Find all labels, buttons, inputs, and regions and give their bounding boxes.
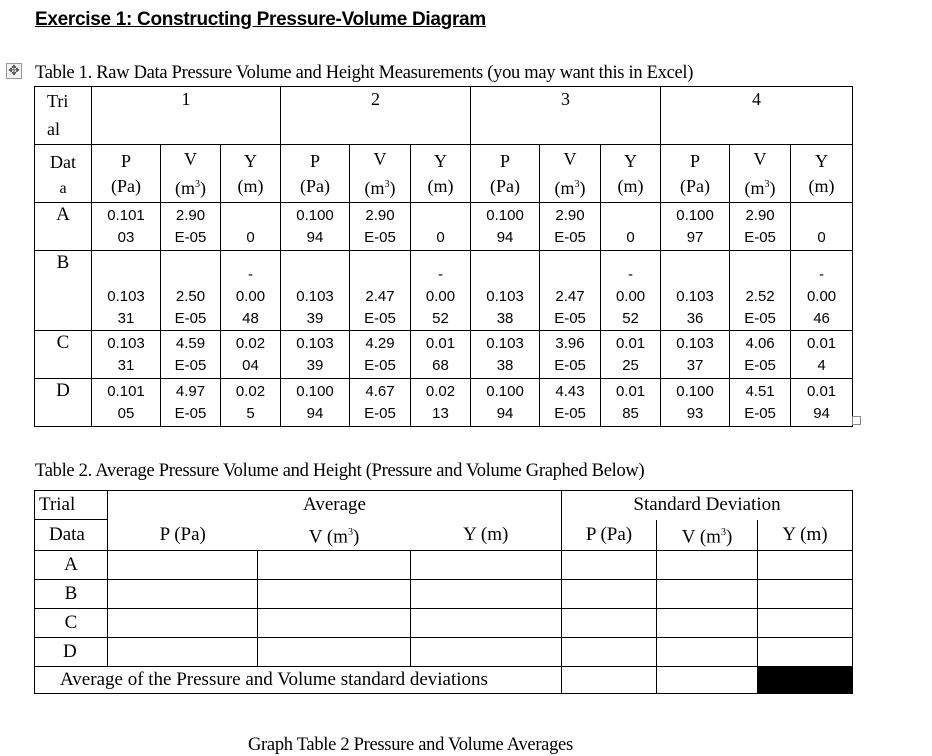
input-cell[interactable] [657, 550, 758, 579]
row-label-d: D [35, 637, 108, 666]
data-cell: 4.97 E-05 [161, 379, 221, 427]
col-header-v-trial-2: V $(m^3)$ [350, 145, 411, 203]
data-row-c [35, 331, 853, 379]
table-move-handle-icon[interactable]: ✥ [6, 63, 22, 79]
table2-header-row-2 [35, 520, 853, 551]
data-cell: 0.100 94 [281, 203, 350, 251]
data-cell: 2.90 E-05 [730, 203, 791, 251]
col-header-v-trial-3: V $(m^3)$ [540, 145, 601, 203]
trial-label: Trial [35, 491, 108, 520]
data-cell: 2.90 E-05 [350, 203, 411, 251]
input-cell[interactable] [657, 637, 758, 666]
data-cell: 0.01 94 [791, 379, 853, 427]
col-header-p-trial-4: P (Pa) [661, 145, 730, 203]
input-cell[interactable] [411, 608, 562, 637]
data-cell: - 0.00 52 [411, 251, 471, 331]
table2-row-b [35, 579, 853, 608]
input-cell[interactable] [562, 579, 657, 608]
std-v-header: V $(m^3)$ [657, 520, 758, 551]
data-cell: 3.96 E-05 [540, 331, 601, 379]
data-cell: 2.47 E-05 [350, 251, 411, 331]
graph-title: Graph Table 2 Pressure and Volume Averages [248, 735, 573, 755]
input-cell[interactable] [562, 608, 657, 637]
data-cell: 0.100 94 [471, 203, 540, 251]
column-header-row [35, 145, 853, 203]
data-cell: 0.103 38 [471, 331, 540, 379]
data-cell: 0.01 25 [601, 331, 661, 379]
data-cell: 4.06 E-05 [730, 331, 791, 379]
data-cell: 2.52 E-05 [730, 251, 791, 331]
std-y-header: Y (m) [758, 520, 853, 551]
row-label: B [35, 251, 92, 331]
data-cell: - 0.00 48 [221, 251, 281, 331]
data-cell: 4.29 E-05 [350, 331, 411, 379]
data-label-cell [35, 145, 92, 203]
data-cell: 0.101 03 [92, 203, 161, 251]
data-cell: 0.02 04 [221, 331, 281, 379]
row-label: A [35, 203, 92, 251]
col-header-p-trial-1: P (Pa) [92, 145, 161, 203]
exercise-title: Exercise 1: Constructing Pressure-Volume Diagram [35, 9, 486, 30]
average-table [34, 490, 853, 694]
data-cell: 0.02 13 [411, 379, 471, 427]
data-cell: 0.01 4 [791, 331, 853, 379]
input-cell[interactable] [758, 637, 853, 666]
data-cell: 0.100 93 [661, 379, 730, 427]
input-cell[interactable] [758, 550, 853, 579]
data-row-b [35, 251, 853, 331]
trial-header-row [35, 87, 853, 145]
input-cell[interactable] [562, 637, 657, 666]
avg-v-header: V $(m^3)$ [258, 520, 411, 551]
data-cell: 0.100 97 [661, 203, 730, 251]
data-cell: - 0.00 46 [791, 251, 853, 331]
input-cell[interactable] [258, 608, 411, 637]
input-cell[interactable] [657, 579, 758, 608]
table2-row-c [35, 608, 853, 637]
input-cell[interactable] [258, 550, 411, 579]
std-header: Standard Deviation [562, 491, 853, 520]
data-cell: - 0.00 52 [601, 251, 661, 331]
input-cell[interactable] [108, 579, 258, 608]
avg-std-p-cell[interactable] [562, 666, 657, 693]
table2-row-d [35, 637, 853, 666]
avg-y-header: Y (m) [411, 520, 562, 551]
data-cell: 2.90 E-05 [540, 203, 601, 251]
raw-data-table [34, 86, 853, 427]
trial-label-line2: al [47, 119, 60, 139]
data-cell: 0.103 31 [92, 251, 161, 331]
col-header-v-trial-4: V $(m^3)$ [730, 145, 791, 203]
table2-header-row-1 [35, 491, 853, 520]
row-label: D [35, 379, 92, 427]
trial-2-header: 2 [281, 87, 471, 145]
input-cell[interactable] [108, 550, 258, 579]
input-cell[interactable] [258, 637, 411, 666]
blacked-out-cell [758, 666, 853, 693]
data-cell: 0 [791, 203, 853, 251]
input-cell[interactable] [108, 608, 258, 637]
trial-3-header: 3 [471, 87, 661, 145]
row-label: C [35, 331, 92, 379]
table2-caption: Table 2. Average Pressure Volume and Height (Pressure and Volume Graphed Below) [35, 461, 645, 481]
table1-caption: Table 1. Raw Data Pressure Volume and Height Measurements (you may want this in Excel) [35, 63, 694, 83]
data-cell: 0.01 85 [601, 379, 661, 427]
data-cell: 0.103 36 [661, 251, 730, 331]
input-cell[interactable] [411, 637, 562, 666]
data-cell: 0 [601, 203, 661, 251]
data-cell: 0 [221, 203, 281, 251]
trial-4-header: 4 [661, 87, 853, 145]
data-cell: 0.02 5 [221, 379, 281, 427]
data-cell: 2.50 E-05 [161, 251, 221, 331]
table-resize-handle[interactable] [852, 416, 861, 425]
std-p-header: P (Pa) [562, 520, 657, 551]
data-cell: 0.103 31 [92, 331, 161, 379]
data-cell: 4.59 E-05 [161, 331, 221, 379]
trial-label-line1: Tri [47, 91, 69, 111]
col-header-y-trial-4: Y (m) [791, 145, 853, 203]
col-header-p-trial-2: P (Pa) [281, 145, 350, 203]
col-header-y-trial-1: Y (m) [221, 145, 281, 203]
row-label-b: B [35, 579, 108, 608]
data-cell: 2.47 E-05 [540, 251, 601, 331]
data-cell: 0.103 37 [661, 331, 730, 379]
data-cell: 0.103 39 [281, 251, 350, 331]
data-row-d [35, 379, 853, 427]
input-cell[interactable] [758, 608, 853, 637]
data-cell: 0 [411, 203, 471, 251]
data-label-line1: Dat [50, 152, 76, 172]
data-cell: 0.103 38 [471, 251, 540, 331]
col-header-p-trial-3: P (Pa) [471, 145, 540, 203]
data-cell: 4.43 E-05 [540, 379, 601, 427]
row-label-a: A [35, 550, 108, 579]
table2-footer-row [35, 666, 853, 693]
avg-std-v-cell[interactable] [657, 666, 758, 693]
trial-label-cell [35, 87, 92, 145]
col-header-y-trial-2: Y (m) [411, 145, 471, 203]
data-cell: 2.90 E-05 [161, 203, 221, 251]
table2-row-a [35, 550, 853, 579]
input-cell[interactable] [758, 579, 853, 608]
data-cell: 0.100 94 [471, 379, 540, 427]
data-cell: 0.101 05 [92, 379, 161, 427]
input-cell[interactable] [562, 550, 657, 579]
data-cell: 4.51 E-05 [730, 379, 791, 427]
footer-label: Average of the Pressure and Volume standard deviations [35, 666, 562, 693]
input-cell[interactable] [411, 579, 562, 608]
col-header-y-trial-3: Y (m) [601, 145, 661, 203]
input-cell[interactable] [258, 579, 411, 608]
input-cell[interactable] [108, 637, 258, 666]
data-cell: 0.01 68 [411, 331, 471, 379]
data-row-a [35, 203, 853, 251]
data-label: Data [35, 520, 108, 551]
row-label-c: C [35, 608, 108, 637]
average-header: Average [108, 491, 562, 520]
col-header-v-trial-1: V $(m^3)$ [161, 145, 221, 203]
data-cell: 4.67 E-05 [350, 379, 411, 427]
trial-1-header: 1 [92, 87, 281, 145]
data-cell: 0.100 94 [281, 379, 350, 427]
input-cell[interactable] [411, 550, 562, 579]
avg-p-header: P (Pa) [108, 520, 258, 551]
data-label-line2: a [59, 180, 67, 197]
input-cell[interactable] [657, 608, 758, 637]
data-cell: 0.103 39 [281, 331, 350, 379]
